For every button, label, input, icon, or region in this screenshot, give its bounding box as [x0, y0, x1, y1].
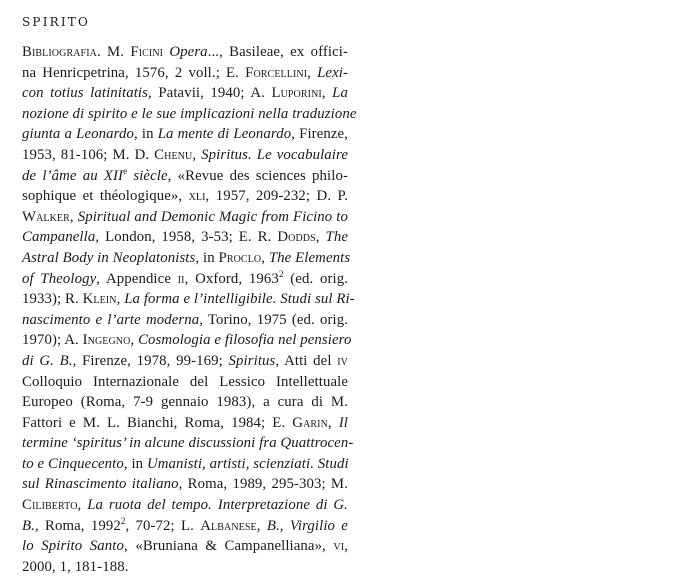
text-run: , Firenze, 1978, 99-169;: [72, 352, 229, 369]
text-run: , in: [133, 126, 158, 143]
text-run: ..., Basileae, ex offici-: [207, 44, 348, 60]
text-run: , «Bruniana & Campanelliana»,: [123, 538, 334, 555]
text-run: B.: [22, 517, 35, 534]
running-head: SPIRITO: [22, 15, 91, 29]
text-run: termine ‘spiritus’ in alcune discussioni fra Quattrocen-: [22, 435, 354, 452]
text-run: Lexi-: [317, 64, 348, 81]
text-run: 2: [278, 268, 284, 279]
text-run: giunta a Leonardo: [22, 126, 134, 143]
text-run: , in: [195, 249, 219, 266]
bibliography-line: [22, 63, 348, 84]
text-run: ,: [321, 85, 333, 102]
text-run: Europeo (Roma, 7-9 gennaio 1983), a cura di M.: [22, 394, 348, 411]
bibliography-line: [22, 413, 348, 434]
text-run: lo Spirito Santo: [22, 538, 124, 555]
text-run: Spiritual and Demonic Magic from Ficino to: [77, 208, 348, 225]
text-run: iv: [337, 352, 348, 369]
text-run: ,: [315, 229, 326, 246]
text-run: ,: [77, 497, 88, 514]
bibliography-line: [22, 372, 348, 393]
text-run: nozione di spirito e le sue implicazioni nella traduzione: [22, 105, 357, 122]
text-run: e: [123, 165, 128, 176]
text-run: , London, 1958, 3-53; E. R.: [95, 229, 278, 246]
bibliography-line: [22, 227, 348, 248]
bibliography-line: [22, 474, 348, 495]
bibliography-line: [22, 310, 348, 331]
text-run: Colloquio Internazionale del Lessico Intellettuale: [22, 373, 348, 390]
text-run: 2000, 1, 181-188.: [22, 558, 129, 575]
text-run: Campanella: [22, 229, 96, 246]
bibliography-line: [22, 351, 348, 372]
text-run: ,: [192, 146, 202, 163]
text-run: , Atti del: [275, 352, 338, 369]
bibliography-line: [22, 269, 348, 290]
text-run: Opera: [169, 44, 208, 60]
text-run: sophique et théologique»,: [22, 188, 189, 205]
text-run: na Henricpetrina, 1576, 2 voll.; E.: [22, 64, 246, 81]
bibliography-line: [22, 248, 351, 269]
text-run: , in: [123, 455, 147, 472]
bibliography-line: [22, 454, 348, 475]
text-run: di G. B.: [22, 352, 73, 369]
text-run: siècle: [127, 167, 168, 184]
text-run: ,: [307, 64, 318, 81]
text-run: nascimento e l’arte moderna: [22, 311, 200, 328]
text-run: Ficini: [130, 44, 164, 60]
bibliography-line: [22, 557, 348, 577]
bibliography-paragraph: [22, 42, 357, 577]
text-run: Cosmologia e filosofia nel pensiero: [138, 332, 352, 349]
text-run: xli: [188, 188, 206, 205]
text-run: , Torino, 1975 (ed. orig.: [199, 311, 349, 328]
bibliography-line: [22, 83, 348, 104]
text-run: ,: [327, 414, 339, 431]
text-run: vi: [333, 538, 345, 555]
bibliography-line: [22, 104, 357, 125]
bibliography-line: [22, 433, 354, 454]
text-run: Albanese: [200, 517, 257, 534]
text-run: The: [325, 229, 348, 246]
text-run: to e Cinquecento: [22, 455, 124, 472]
text-run: La mente di Leonardo: [157, 126, 292, 143]
text-run: Spiritus. Le vocabulaire: [201, 146, 348, 163]
bibliography-line: [22, 289, 355, 310]
text-run: Astral Body in Neoplatonists: [22, 249, 196, 266]
text-run: , Oxford, 1963: [184, 270, 279, 287]
text-run: Garin: [292, 414, 328, 431]
text-run: 1953, 81-106; M. D.: [22, 146, 155, 163]
text-run: Ingegno: [82, 332, 131, 349]
text-run: ,: [69, 208, 78, 225]
text-run: Chenu: [154, 146, 193, 163]
text-run: Proclo: [218, 249, 262, 266]
text-run: 1970); A.: [22, 332, 83, 349]
text-run: of Theology: [22, 270, 97, 287]
bibliography-line: [22, 145, 348, 166]
text-run: 1933); R.: [22, 291, 83, 308]
bibliography-line: [22, 536, 348, 557]
text-run: ,: [256, 517, 267, 534]
text-run: Forcellini: [245, 64, 308, 81]
bibliography-line: [22, 124, 348, 145]
text-run: M.: [100, 44, 131, 60]
text-run: , 70-72; L.: [125, 517, 201, 534]
text-run: Klein: [82, 291, 117, 308]
text-run: Spiritus: [228, 352, 276, 369]
text-run: Walker: [22, 208, 70, 225]
bibliography-line: [22, 207, 348, 228]
text-run: ,: [261, 249, 269, 266]
text-run: La: [332, 85, 348, 102]
text-run: Fattori e M. L. Bianchi, Roma, 1984; E.: [22, 414, 293, 431]
text-run: The Elements: [268, 249, 351, 266]
text-run: (ed. orig.: [283, 270, 348, 287]
bibliography-line: [22, 495, 348, 516]
text-run: Ciliberto: [22, 497, 78, 514]
text-run: Umanisti, artisti, scienziati. Studi: [146, 455, 349, 472]
text-run: Bibliografia.: [22, 44, 101, 60]
text-run: ,: [116, 291, 125, 308]
text-run: de l’âme au XII: [22, 167, 124, 184]
text-run: , Roma, 1989, 295-303; M.: [178, 476, 348, 493]
bibliography-line: [22, 166, 348, 187]
bibliography-line: [22, 186, 348, 207]
text-run: ,: [130, 332, 139, 349]
text-run: Dodds: [277, 229, 316, 246]
text-run: B., Virgilio e: [266, 517, 348, 534]
text-run: , Firenze,: [291, 126, 349, 143]
bibliography-line: [22, 392, 348, 413]
text-run: con totius latinitatis: [22, 85, 149, 102]
text-run: 2: [120, 515, 126, 526]
text-run: ,: [344, 538, 348, 555]
text-run: Il: [338, 414, 349, 431]
text-run: Luporini: [271, 85, 322, 102]
text-run: , «Revue des sciences philo-: [167, 167, 348, 184]
bibliography-line: [22, 330, 352, 351]
bibliography-line: [22, 516, 348, 537]
text-run: ii: [177, 270, 185, 287]
bibliography-line: [22, 42, 348, 63]
text-run: , Patavii, 1940; A.: [148, 85, 272, 102]
text-run: La forma e l’intelligibile. Studi sul Ri-: [124, 291, 355, 308]
text-run: , Appendice: [96, 270, 178, 287]
text-run: sul Rinascimento italiano: [22, 476, 179, 493]
text-run: La ruota del tempo. Interpretazione di G.: [87, 497, 348, 514]
text-run: , 1957, 209-232; D. P.: [205, 188, 349, 205]
text-run: , Roma, 1992: [34, 517, 121, 534]
